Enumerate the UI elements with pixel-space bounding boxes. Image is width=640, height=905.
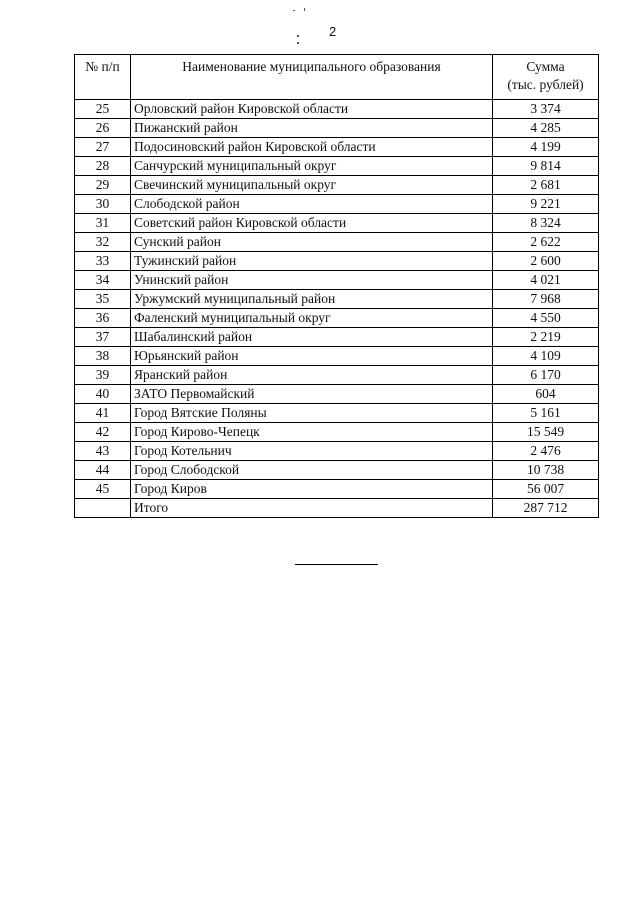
row-sum: 604 — [493, 385, 599, 404]
table-row — [75, 309, 599, 328]
row-number: 31 — [75, 214, 131, 233]
row-sum: 2 476 — [493, 442, 599, 461]
header-sum-unit: (тыс. рублей) — [507, 77, 584, 92]
row-municipality-name: Сунский район — [131, 233, 493, 252]
row-number: 30 — [75, 195, 131, 214]
row-municipality-name: Уржумский муниципальный район — [131, 290, 493, 309]
table-row — [75, 157, 599, 176]
table-row — [75, 328, 599, 347]
table-row — [75, 423, 599, 442]
row-number: 25 — [75, 100, 131, 119]
row-number: 28 — [75, 157, 131, 176]
header-municipality-name: Наименование муниципального образования — [131, 55, 493, 100]
table-row — [75, 138, 599, 157]
table-row — [75, 176, 599, 195]
total-number-cell — [75, 499, 131, 518]
table-row — [75, 100, 599, 119]
scan-speck — [297, 42, 299, 44]
table-header-row — [75, 55, 599, 100]
row-municipality-name: Город Кирово-Чепецк — [131, 423, 493, 442]
table-row — [75, 480, 599, 499]
row-municipality-name: Шабалинский район — [131, 328, 493, 347]
row-number: 32 — [75, 233, 131, 252]
page-number: 2 — [329, 24, 337, 39]
header-sum — [493, 55, 599, 100]
row-number: 40 — [75, 385, 131, 404]
row-municipality-name: Город Киров — [131, 480, 493, 499]
row-number: 34 — [75, 271, 131, 290]
table-row — [75, 252, 599, 271]
row-number: 38 — [75, 347, 131, 366]
row-municipality-name: ЗАТО Первомайский — [131, 385, 493, 404]
table-row — [75, 214, 599, 233]
row-municipality-name: Город Котельнич — [131, 442, 493, 461]
row-sum: 56 007 — [493, 480, 599, 499]
end-of-document-line — [295, 564, 378, 565]
row-municipality-name: Орловский район Кировской области — [131, 100, 493, 119]
row-number: 45 — [75, 480, 131, 499]
row-sum: 2 219 — [493, 328, 599, 347]
row-municipality-name: Фаленский муниципальный округ — [131, 309, 493, 328]
row-number: 43 — [75, 442, 131, 461]
row-number: 26 — [75, 119, 131, 138]
scan-speck — [297, 35, 299, 37]
row-municipality-name: Советский район Кировской области — [131, 214, 493, 233]
table-row — [75, 271, 599, 290]
total-label: Итого — [131, 499, 493, 518]
row-municipality-name: Город Слободской — [131, 461, 493, 480]
row-municipality-name: Слободской район — [131, 195, 493, 214]
row-municipality-name: Санчурский муниципальный округ — [131, 157, 493, 176]
table-row — [75, 366, 599, 385]
row-municipality-name: Пижанский район — [131, 119, 493, 138]
row-sum: 4 285 — [493, 119, 599, 138]
row-sum: 9 221 — [493, 195, 599, 214]
table-body — [75, 100, 599, 499]
row-municipality-name: Унинский район — [131, 271, 493, 290]
row-number: 39 — [75, 366, 131, 385]
row-municipality-name: Подосиновский район Кировской области — [131, 138, 493, 157]
row-municipality-name: Тужинский район — [131, 252, 493, 271]
row-municipality-name: Город Вятские Поляны — [131, 404, 493, 423]
row-sum: 2 600 — [493, 252, 599, 271]
row-sum: 10 738 — [493, 461, 599, 480]
row-number: 33 — [75, 252, 131, 271]
total-sum: 287 712 — [493, 499, 599, 518]
table-row — [75, 195, 599, 214]
row-municipality-name: Свечинский муниципальный округ — [131, 176, 493, 195]
row-sum: 9 814 — [493, 157, 599, 176]
row-sum: 8 324 — [493, 214, 599, 233]
total-row — [75, 499, 599, 518]
row-sum: 2 681 — [493, 176, 599, 195]
row-number: 44 — [75, 461, 131, 480]
row-number: 42 — [75, 423, 131, 442]
row-number: 27 — [75, 138, 131, 157]
row-sum: 6 170 — [493, 366, 599, 385]
row-number: 35 — [75, 290, 131, 309]
row-sum: 15 549 — [493, 423, 599, 442]
table-row — [75, 233, 599, 252]
row-sum: 2 622 — [493, 233, 599, 252]
municipal-sums-table — [74, 54, 599, 518]
header-number: № п/п — [75, 55, 131, 100]
table-row — [75, 385, 599, 404]
row-number: 36 — [75, 309, 131, 328]
header-sum-title: Сумма — [526, 59, 565, 74]
table-row — [75, 404, 599, 423]
scan-speck — [293, 10, 295, 11]
row-number: 29 — [75, 176, 131, 195]
row-number: 41 — [75, 404, 131, 423]
row-sum: 4 199 — [493, 138, 599, 157]
row-sum: 7 968 — [493, 290, 599, 309]
row-sum: 4 550 — [493, 309, 599, 328]
table-row — [75, 290, 599, 309]
row-sum: 5 161 — [493, 404, 599, 423]
row-sum: 4 021 — [493, 271, 599, 290]
table-row — [75, 442, 599, 461]
table-row — [75, 119, 599, 138]
table-row — [75, 461, 599, 480]
row-sum: 4 109 — [493, 347, 599, 366]
row-sum: 3 374 — [493, 100, 599, 119]
row-number: 37 — [75, 328, 131, 347]
table-row — [75, 347, 599, 366]
row-municipality-name: Яранский район — [131, 366, 493, 385]
scan-speck — [304, 8, 305, 11]
row-municipality-name: Юрьянский район — [131, 347, 493, 366]
